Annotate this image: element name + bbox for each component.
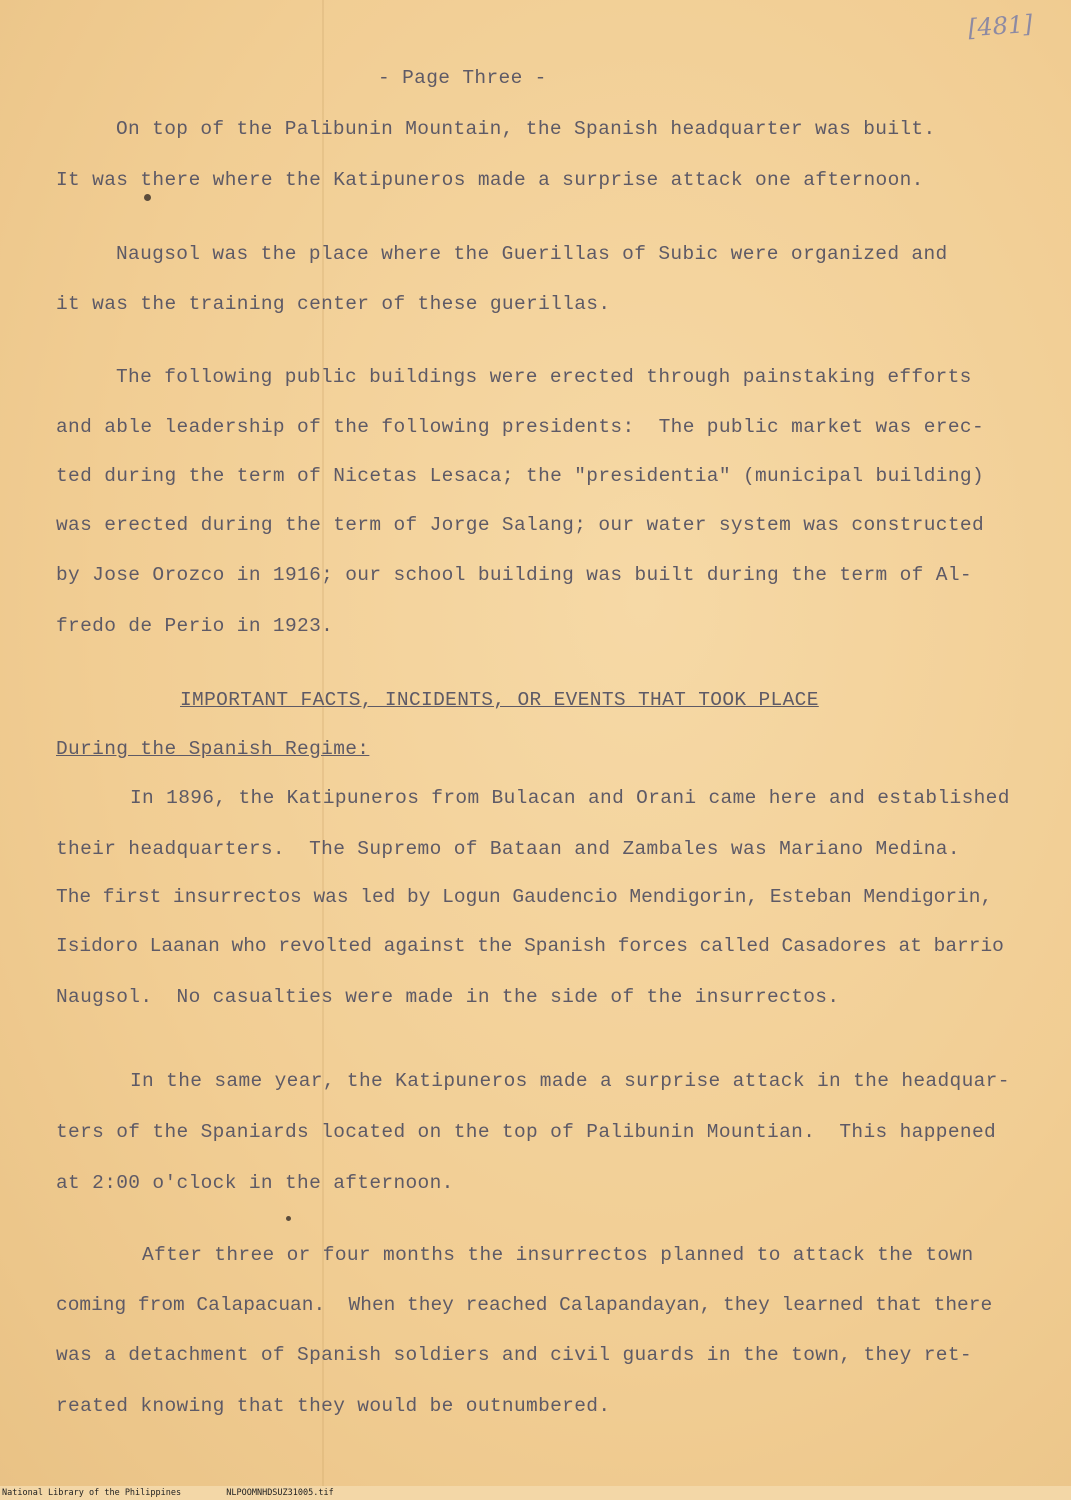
p5-line-3: at 2:00 o'clock in the afternoon.	[56, 1172, 454, 1194]
footer-library: National Library of the Philippines	[2, 1488, 182, 1498]
p4-line-4: Isidoro Laanan who revolted against the Spanish forces called Casadores at barrio	[56, 935, 1004, 957]
p4-line-2: their headquarters. The Supremo of Bataan and Zambales was Mariano Medina.	[56, 838, 960, 860]
footer-file: NLPOOMNHDSUZ31005.tif	[226, 1488, 334, 1498]
p1-line-1: On top of the Palibunin Mountain, the Spanish headquarter was built.	[116, 118, 936, 140]
p4-line-3: The first insurrectos was led by Logun Gaudencio Mendigorin, Esteban Mendigorin,	[56, 886, 993, 908]
page-number-mark: [481]	[967, 9, 1034, 43]
section-heading: IMPORTANT FACTS, INCIDENTS, OR EVENTS THAT TOOK PLACE	[180, 689, 819, 711]
section-subheading: During the Spanish Regime:	[56, 738, 370, 760]
ink-speck	[144, 194, 151, 201]
p6-line-2: coming from Calapacuan. When they reached Calapandayan, they learned that there	[56, 1294, 993, 1316]
p2-line-2: it was the training center of these guerillas.	[56, 293, 611, 315]
p3-line-2: and able leadership of the following presidents: The public market was erec-	[56, 416, 984, 438]
p3-line-5: by Jose Orozco in 1916; our school building was built during the term of Al-	[56, 564, 972, 586]
p5-line-1: In the same year, the Katipuneros made a surprise attack in the headquar-	[130, 1070, 1010, 1092]
page-title: - Page Three -	[378, 67, 547, 89]
p5-line-2: ters of the Spaniards located on the top of Palibunin Mountian. This happened	[56, 1121, 997, 1143]
p3-line-4: was erected during the term of Jorge Salang; our water system was constructed	[56, 514, 984, 536]
p3-line-3: ted during the term of Nicetas Lesaca; the "presidentia" (municipal building)	[56, 465, 984, 487]
p3-line-6: fredo de Perio in 1923.	[56, 615, 334, 637]
p6-line-4: reated knowing that they would be outnumbered.	[56, 1395, 611, 1417]
p1-line-2: It was there where the Katipuneros made a surprise attack one afternoon.	[56, 169, 924, 191]
p2-line-1: Naugsol was the place where the Guerillas of Subic were organized and	[116, 243, 948, 265]
p3-line-1: The following public buildings were erected through painstaking efforts	[116, 366, 972, 388]
p4-line-1: In 1896, the Katipuneros from Bulacan and Orani came here and established	[130, 787, 1010, 809]
scan-footer	[0, 1486, 1071, 1500]
p6-line-1: After three or four months the insurrectos planned to attack the town	[142, 1244, 974, 1266]
p6-line-3: was a detachment of Spanish soldiers and civil guards in the town, they ret-	[56, 1344, 972, 1366]
ink-speck	[286, 1216, 291, 1221]
p4-line-5: Naugsol. No casualties were made in the side of the insurrectos.	[56, 986, 840, 1008]
